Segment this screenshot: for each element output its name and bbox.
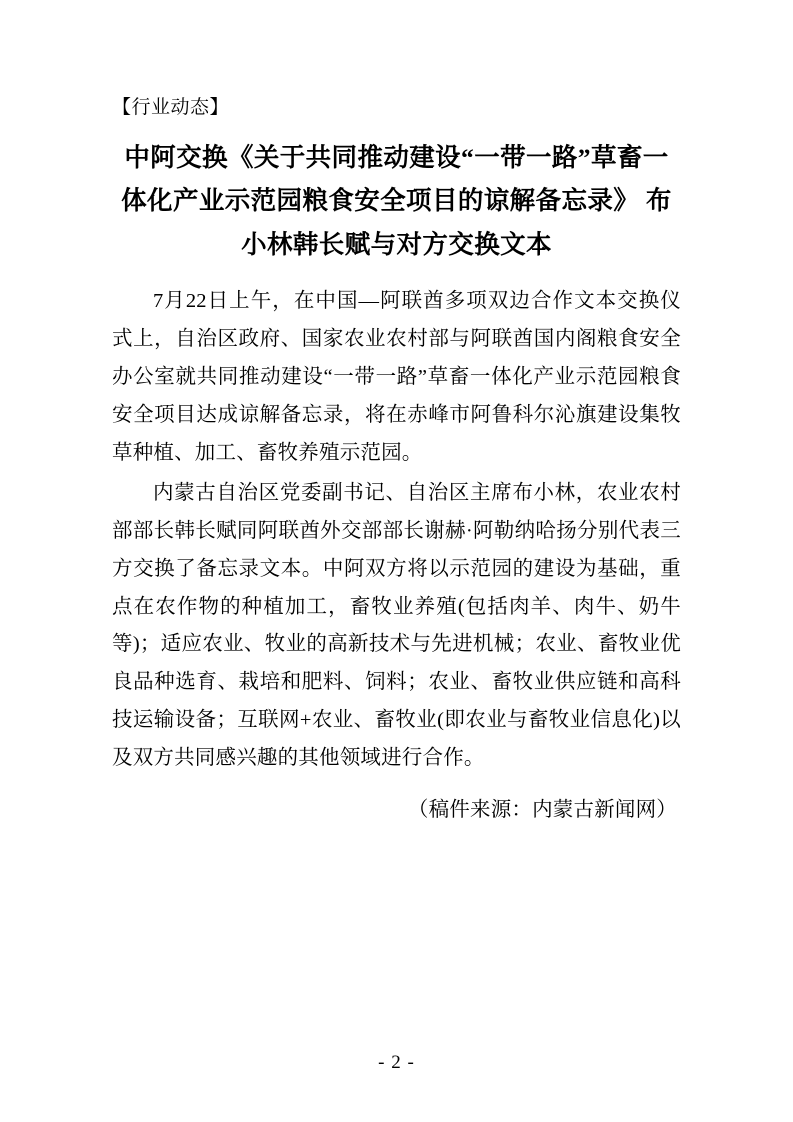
body-paragraph-2: 内蒙古自治区党委副书记、自治区主席布小林，农业农村部部长韩长赋同阿联酋外交部部长谢赫·阿勒纳哈扬分别代表三方交换了备忘录文本。中阿双方将以示范园的建设为基础，重点在农作物的种植加工，畜牧业养殖(包括肉羊、肉牛、奶牛等)；适应农业、牧业的高新技术与先进机械；农业、畜牧业优良品种选育、栽培和肥料、饲料；农业、畜牧业供应链和高科技运输设备；互联网+农业、畜牧业(即农业与畜牧业信息化)以及双方共同感兴趣的其他领域进行合作。 (112, 481, 681, 770)
page-number: - 2 - (378, 1052, 415, 1073)
body-paragraph-1: 7月22日上午，在中国—阿联酋多项双边合作文本交换仪式上，自治区政府、国家农业农村部与阿联酋国内阁粮食安全办公室就共同推动建设“一带一路”草畜一体化产业示范园粮食安全项目达成谅解备忘录，将在赤峰市阿鲁科尔沁旗建设集牧草种植、加工、畜牧养殖示范园。 (112, 290, 681, 464)
page-title: 中阿交换《关于共同推动建设“一带一路”草畜一体化产业示范园粮食安全项目的谅解备忘录》 布小林韩长赋与对方交换文本 (121, 142, 672, 260)
source-attribution: （稿件来源：内蒙古新闻网） (407, 799, 677, 822)
category-tag: 【行业动态】 (112, 97, 230, 118)
